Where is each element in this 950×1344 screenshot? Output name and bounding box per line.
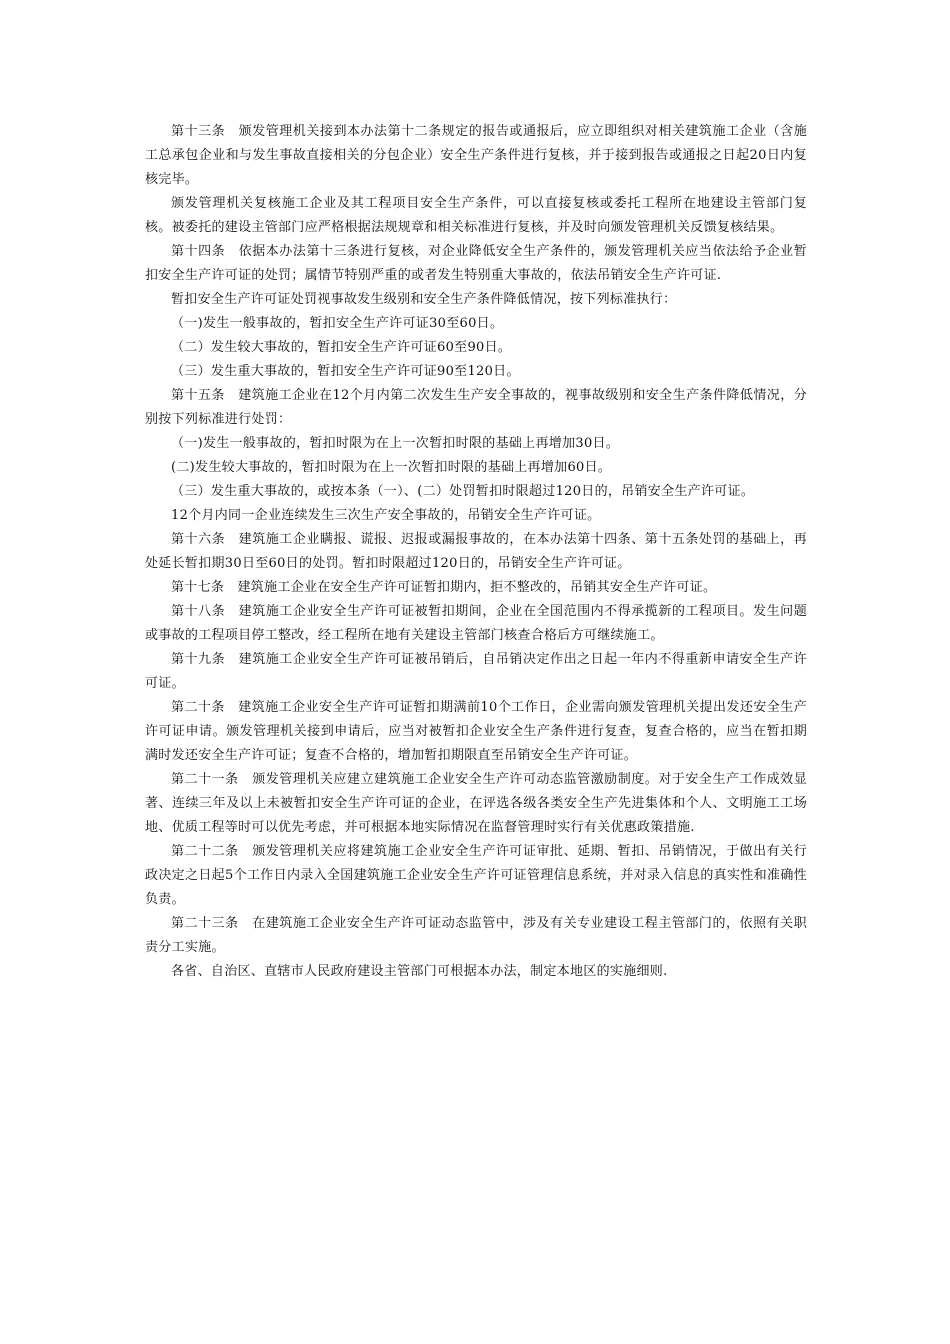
article-18-paragraph: 第十八条 建筑施工企业安全生产许可证被暂扣期间，企业在全国范围内不得承揽新的工程项目。发生问题或事故的工程项目停工整改，经工程所在地有关建设主管部门核查合格后方可继续施工。 — [145, 604, 807, 643]
article-17-paragraph: 第十七条 建筑施工企业在安全生产许可证暂扣期内，拒不整改的，吊销其安全生产许可证。 — [171, 580, 717, 595]
list-item: （三）发生重大事故的，或按本条（一）、(二）处罚暂扣时限超过120日的，吊销安全生产许可证。 — [171, 484, 755, 499]
list-item: （三）发生重大事故的，暂扣安全生产许可证90至120日。 — [171, 364, 520, 379]
list-item: （一)发生一般事故的，暂扣安全生产许可证30至60日。 — [171, 316, 504, 331]
repeat-accident-paragraph: 12个月内同一企业连续发生三次生产安全事故的，吊销安全生产许可证。 — [171, 508, 601, 523]
closing-paragraph: 各省、自治区、直辖市人民政府建设主管部门可根据本办法，制定本地区的实施细则. — [171, 964, 668, 979]
article-23-paragraph: 第二十三条 在建筑施工企业安全生产许可证动态监管中，涉及有关专业建设工程主管部门的，依照有关职责分工实施。 — [145, 916, 807, 955]
article-22-paragraph: 第二十二条 颁发管理机关应将建筑施工企业安全生产许可证审批、延期、暂扣、吊销情况，于做出有关行政决定之日起5个工作日内录入全国建筑施工企业安全生产许可证管理信息系统，并对录入信息的真实性和准确性负责。 — [145, 844, 807, 907]
document-page — [145, 120, 807, 984]
article-21-paragraph: 第二十一条 颁发管理机关应建立建筑施工企业安全生产许可动态监管激励制度。对于安全生产工作成效显著、连续三年及以上未被暂扣安全生产许可证的企业，在评选各级各类安全生产先进集体和个人、文明施工工场地、优质工程等时可以优先考虑，并可根据本地实际情况在监督管理时实行有关优惠政策措施. — [145, 772, 807, 835]
article-13-paragraph: 第十三条 颁发管理机关接到本办法第十二条规定的报告或通报后，应立即组织对相关建筑施工企业（含施工总承包企业和与发生事故直接相关的分包企业）安全生产条件进行复核，并于接到报告或通报之日起20日内复核完毕。 — [145, 124, 807, 187]
list-item: （二）发生较大事故的，暂扣安全生产许可证60至90日。 — [171, 340, 512, 355]
article-14-paragraph: 第十四条 依据本办法第十三条进行复核，对企业降低安全生产条件的，颁发管理机关应当依法给予企业暂扣安全生产许可证的处罚；属情节特别严重的或者发生特别重大事故的，依法吊销安全生产许可证. — [145, 244, 807, 283]
suspension-standard-paragraph: 暂扣安全生产许可证处罚视事故发生级别和安全生产条件降低情况，按下列标准执行： — [171, 292, 677, 307]
list-item: (二)发生较大事故的，暂扣时限为在上一次暂扣时限的基础上再增加60日。 — [171, 460, 612, 475]
list-item: （一)发生一般事故的，暂扣时限为在上一次暂扣时限的基础上再增加30日。 — [171, 436, 620, 451]
article-16-paragraph: 第十六条 建筑施工企业瞒报、谎报、迟报或漏报事故的，在本办法第十四条、第十五条处罚的基础上，再处延长暂扣期30日至60日的处罚。暂扣时限超过120日的，吊销安全生产许可证。 — [145, 532, 807, 571]
article-19-paragraph: 第十九条 建筑施工企业安全生产许可证被吊销后，自吊销决定作出之日起一年内不得重新申请安全生产许可证。 — [145, 652, 807, 691]
article-15-paragraph: 第十五条 建筑施工企业在12个月内第二次发生生产安全事故的，视事故级别和安全生产条件降低情况，分别按下列标准进行处罚： — [145, 388, 807, 427]
article-13-review-paragraph: 颁发管理机关复核施工企业及其工程项目安全生产条件，可以直接复核或委托工程所在地建设主管部门复核。被委托的建设主管部门应严格根据法规规章和相关标准进行复核，并及时向颁发管理机关反馈复核结果。 — [145, 196, 807, 235]
article-20-paragraph: 第二十条 建筑施工企业安全生产许可证暂扣期满前10个工作日，企业需向颁发管理机关提出发还安全生产许可证申请。颁发管理机关接到申请后，应当对被暂扣企业安全生产条件进行复查，复查合格的，应当在暂扣期满时发还安全生产许可证；复查不合格的，增加暂扣期限直至吊销安全生产许可证。 — [145, 700, 807, 763]
